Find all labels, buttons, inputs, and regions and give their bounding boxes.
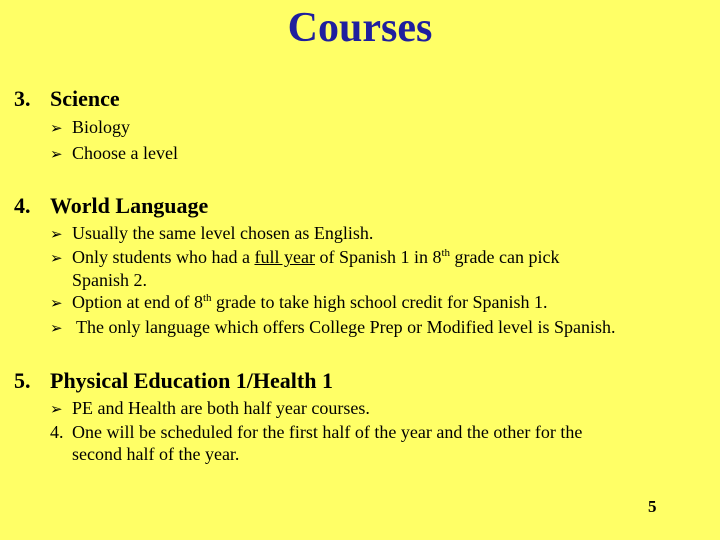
numbered-item	[50, 421, 582, 465]
bullet-text-part: grade to take high school credit for Spanish 1.	[216, 292, 548, 312]
section-heading-world-language	[14, 193, 208, 219]
item-text-continuation: second half of the year.	[72, 444, 240, 464]
arrow-bullet-icon: ➢	[50, 294, 63, 312]
section-number: 4.	[14, 193, 31, 218]
item-number: 4.	[50, 422, 64, 442]
bullet-text: Choose a level	[72, 143, 178, 163]
bullet-item	[50, 116, 130, 139]
superscript: th	[441, 247, 451, 259]
arrow-bullet-icon: ➢	[50, 319, 63, 337]
section-number: 3.	[14, 86, 31, 111]
item-text: One will be scheduled for the first half of the year and the other for the	[72, 422, 583, 442]
bullet-text-part: Only students who had a	[72, 247, 250, 267]
bullet-text-part: Option at end of 8	[72, 292, 203, 312]
arrow-bullet-icon: ➢	[50, 400, 63, 418]
bullet-text: Biology	[72, 117, 131, 137]
bullet-text-part: of Spanish 1 in 8	[319, 247, 442, 267]
bullet-item	[50, 142, 178, 165]
section-title: World Language	[50, 193, 209, 218]
bullet-text-continuation: Spanish 2.	[72, 270, 148, 290]
bullet-text: The only language which offers College Prep or Modified level is Spanish.	[76, 317, 616, 337]
section-heading-science	[14, 86, 120, 112]
bullet-text: Usually the same level chosen as English.	[72, 223, 374, 243]
bullet-item	[50, 316, 616, 339]
section-number: 5.	[14, 368, 31, 393]
page-number: 5	[648, 497, 657, 516]
section-title: Physical Education 1/Health 1	[50, 368, 333, 393]
bullet-item	[50, 222, 373, 245]
superscript: th	[202, 292, 212, 304]
arrow-bullet-icon: ➢	[50, 145, 63, 163]
arrow-bullet-icon: ➢	[50, 119, 63, 137]
bullet-item	[50, 291, 547, 314]
bullet-text-part: grade can pick	[454, 247, 560, 267]
section-heading-physical-education	[14, 368, 333, 394]
arrow-bullet-icon: ➢	[50, 225, 63, 243]
bullet-text: PE and Health are both half year courses.	[72, 398, 370, 418]
section-title: Science	[50, 86, 120, 111]
bullet-item	[50, 246, 559, 291]
bullet-item	[50, 397, 370, 420]
page-title: Courses	[287, 5, 433, 51]
arrow-bullet-icon: ➢	[50, 249, 63, 267]
bullet-text-underlined: full year	[254, 247, 315, 267]
